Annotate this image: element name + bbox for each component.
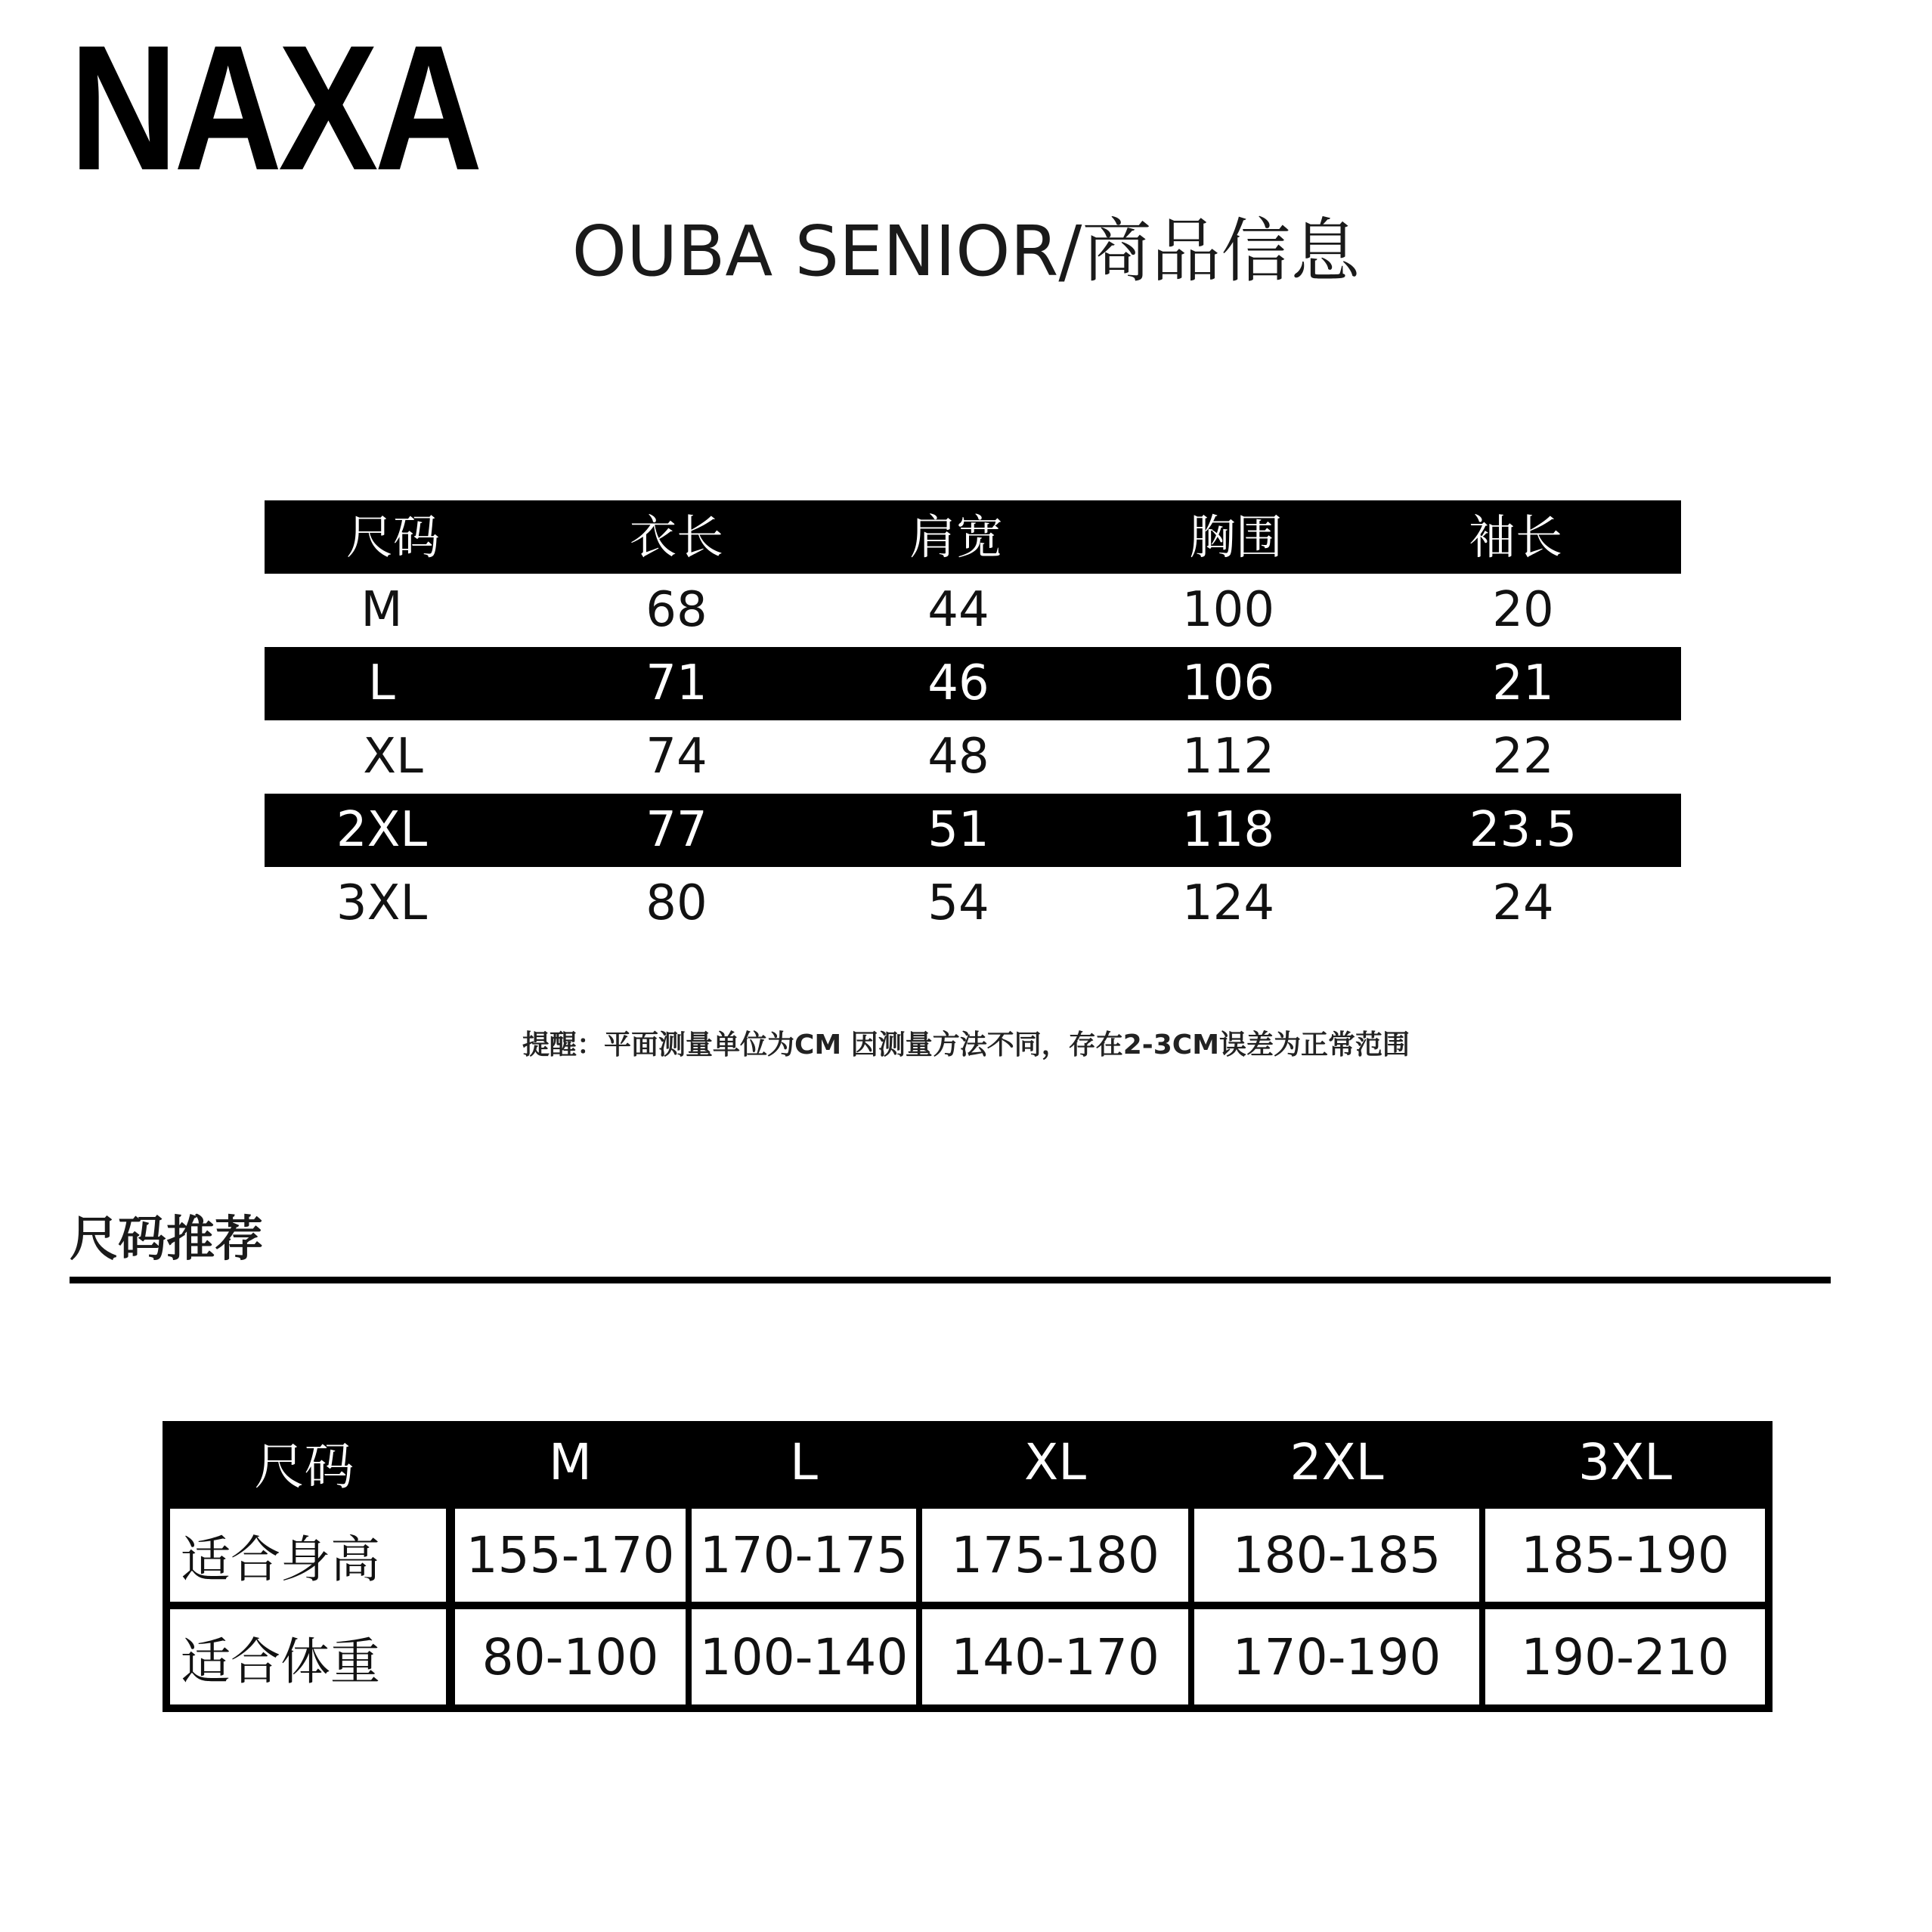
cell-shoulder: 46 [927,655,989,711]
cell-size: 2XL [336,802,428,858]
header-size-3xl: 3XL [1578,1432,1672,1491]
cell-length: 68 [646,582,707,638]
height-m: 155-170 [455,1509,686,1602]
cell-shoulder: 54 [927,875,989,931]
header-size: 尺码 [345,509,440,565]
header-size-label: 尺码 [254,1437,355,1496]
cell-chest: 118 [1181,802,1275,858]
cell-chest: 100 [1181,582,1275,638]
page-title: OUBA SENIOR/商品信息 [571,211,1361,292]
size-recommendation-table [163,1421,1773,1712]
section-title: 尺码推荐 [70,1212,263,1268]
cell-shoulder: 51 [927,802,989,858]
weight-3xl: 190-210 [1485,1609,1765,1704]
cell-length: 80 [646,875,707,931]
cell-chest: 112 [1181,729,1275,785]
cell-sleeve: 20 [1492,582,1554,638]
cell-size: M [361,582,403,638]
cell-size: L [368,655,395,711]
cell-sleeve: 21 [1492,655,1554,711]
table-row [265,647,1681,720]
measurement-note: 提醒：平面测量单位为CM 因测量方法不同，存在2-3CM误差为正常范围 [522,1029,1410,1060]
weight-m: 80-100 [455,1609,686,1704]
weight-xl: 140-170 [922,1609,1188,1704]
header-chest: 胸围 [1188,509,1283,565]
cell-size: XL [363,729,423,785]
header-shoulder: 肩宽 [909,509,1003,565]
height-xl: 175-180 [922,1509,1188,1602]
size-chart-table [265,500,1681,940]
header-size-xl: XL [1024,1432,1086,1491]
brand-logo: NAXA [70,8,479,208]
weight-2xl: 170-190 [1194,1609,1479,1704]
height-l: 170-175 [692,1509,916,1602]
header-size-l: L [790,1432,818,1491]
cell-length: 71 [646,655,707,711]
cell-size: 3XL [336,875,428,931]
cell-chest: 106 [1181,655,1275,711]
cell-length: 74 [646,729,707,785]
table-row [265,720,1681,794]
header-size-m: M [549,1432,592,1491]
cell-shoulder: 44 [927,582,989,638]
cell-sleeve: 24 [1492,875,1554,931]
cell-sleeve: 23.5 [1469,802,1577,858]
table-row [265,574,1681,647]
header-size-2xl: 2XL [1290,1432,1384,1491]
height-2xl: 180-185 [1194,1509,1479,1602]
weight-label: 适合体重 [170,1609,446,1704]
height-3xl: 185-190 [1485,1509,1765,1602]
header-length: 衣长 [629,509,723,565]
section-divider [70,1277,1831,1283]
cell-length: 77 [646,802,707,858]
header-sleeve: 袖长 [1468,509,1562,565]
cell-shoulder: 48 [927,729,989,785]
size-chart-header-row [265,500,1681,574]
table-row [265,794,1681,867]
table-row [265,867,1681,940]
cell-chest: 124 [1181,875,1275,931]
weight-l: 100-140 [692,1609,916,1704]
height-label: 适合身高 [170,1509,446,1602]
cell-sleeve: 22 [1492,729,1554,785]
